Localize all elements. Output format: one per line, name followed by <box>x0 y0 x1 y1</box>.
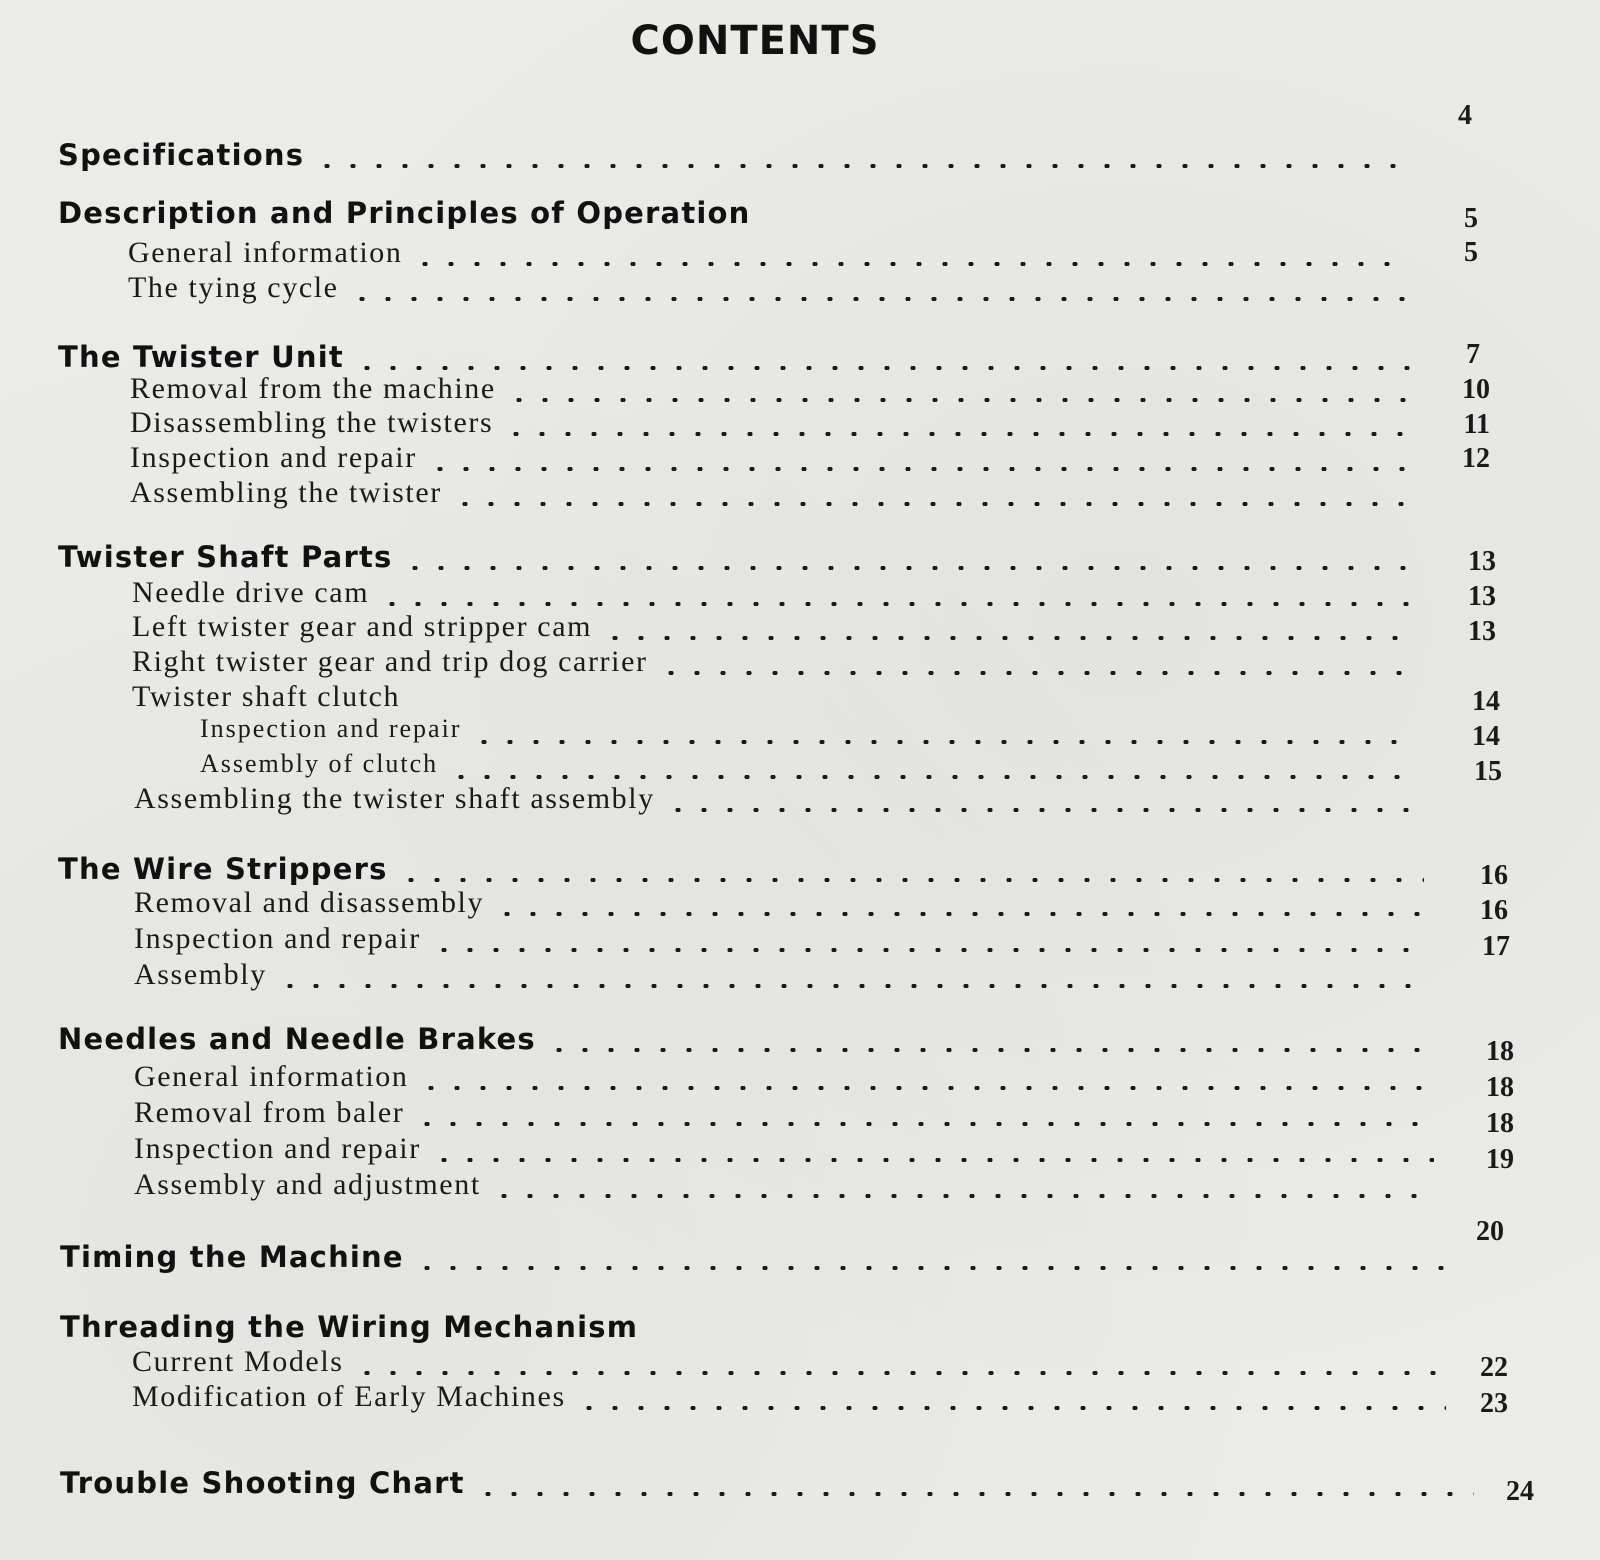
toc-section[interactable] <box>60 1240 1454 1280</box>
dot-leader <box>494 912 1424 916</box>
dot-leader <box>448 775 1416 779</box>
toc-section[interactable] <box>58 196 758 236</box>
page-number: 7 <box>1466 339 1480 370</box>
dot-leader <box>546 1048 1434 1052</box>
section-title: The Wire Strippers <box>58 852 388 886</box>
item-label: Removal and disassembly <box>134 886 485 919</box>
toc-item[interactable] <box>134 886 1430 926</box>
page-number: 18 <box>1486 1072 1514 1103</box>
dot-leader <box>602 636 1414 640</box>
dot-leader <box>414 1122 1434 1126</box>
dot-leader <box>354 366 1412 370</box>
page-title: CONTENTS <box>630 18 880 64</box>
item-label: Assembling the twister shaft assembly <box>134 782 655 815</box>
dot-leader <box>402 566 1412 570</box>
dot-leader <box>431 948 1426 952</box>
toc-item[interactable] <box>130 476 1418 516</box>
dot-leader <box>314 164 1404 168</box>
toc-item[interactable] <box>132 645 1420 685</box>
page-number: 20 <box>1476 1216 1504 1247</box>
dot-leader <box>452 502 1412 506</box>
dot-leader <box>491 1194 1434 1198</box>
item-label: Inspection and repair <box>134 922 421 955</box>
item-label: Inspection and repair <box>130 441 417 474</box>
section-title: Specifications <box>58 138 305 172</box>
toc-item[interactable] <box>130 441 1418 481</box>
page-number: 17 <box>1482 931 1510 962</box>
item-label: Twister shaft clutch <box>132 680 401 713</box>
dot-leader <box>427 467 1412 471</box>
item-label: Left twister gear and stripper cam <box>132 610 593 643</box>
toc-item[interactable] <box>134 1096 1440 1136</box>
toc-item[interactable] <box>134 958 1432 998</box>
dot-leader <box>503 432 1412 436</box>
item-label: General information <box>128 236 403 269</box>
dot-leader <box>277 984 1426 988</box>
page-number: 18 <box>1486 1036 1514 1067</box>
section-title: Trouble Shooting Chart <box>60 1466 465 1500</box>
section-title: Needles and Needle Brakes <box>58 1022 536 1056</box>
page-number: 13 <box>1468 581 1496 612</box>
item-label: The tying cycle <box>128 271 339 304</box>
page-number: 23 <box>1480 1388 1508 1419</box>
page-number: 10 <box>1462 374 1490 405</box>
dot-leader <box>471 740 1416 744</box>
dot-leader <box>412 262 1406 266</box>
toc-item[interactable] <box>128 236 1412 276</box>
item-label: Modification of Early Machines <box>132 1380 566 1413</box>
toc-section[interactable] <box>58 138 1410 178</box>
dot-leader <box>431 1158 1434 1162</box>
toc-item[interactable] <box>134 1168 1440 1208</box>
page-number: 22 <box>1480 1352 1508 1383</box>
toc-item[interactable] <box>128 271 1412 311</box>
toc-item[interactable] <box>134 782 1424 822</box>
dot-leader <box>414 1266 1448 1270</box>
item-label: Disassembling the twisters <box>130 406 494 439</box>
dot-leader <box>658 671 1414 675</box>
page-number: 13 <box>1468 616 1496 647</box>
dot-leader <box>418 1086 1434 1090</box>
section-title: The Twister Unit <box>58 340 344 374</box>
toc-item[interactable] <box>132 1345 1452 1385</box>
toc-section[interactable] <box>60 1466 1480 1506</box>
page-number: 18 <box>1486 1108 1514 1139</box>
page-number: 13 <box>1468 546 1496 577</box>
section-title: Description and Principles of Operation <box>58 196 751 230</box>
dot-leader <box>379 602 1414 606</box>
dot-leader <box>576 1406 1446 1410</box>
page-number: 19 <box>1486 1144 1514 1175</box>
page-number: 11 <box>1463 409 1490 440</box>
toc-section[interactable] <box>58 1022 1440 1062</box>
page-number: 14 <box>1472 721 1500 752</box>
item-label: Inspection and repair <box>134 1132 421 1165</box>
page-number: 4 <box>1458 100 1472 131</box>
dot-leader <box>506 398 1412 402</box>
item-label: Current Models <box>132 1345 344 1378</box>
page-number: 5 <box>1464 203 1478 234</box>
item-label: Removal from the machine <box>130 372 496 405</box>
item-label: Assembly <box>134 958 267 991</box>
page-number: 12 <box>1462 443 1490 474</box>
item-label: Inspection and repair <box>200 714 462 743</box>
section-title: Timing the Machine <box>60 1240 404 1274</box>
toc-section[interactable] <box>58 540 1418 580</box>
toc-item[interactable] <box>134 1060 1440 1100</box>
page-number: 14 <box>1472 686 1500 717</box>
item-label: Assembly of clutch <box>200 749 439 778</box>
item-label: Assembly and adjustment <box>134 1168 481 1201</box>
toc-section[interactable] <box>60 1310 680 1350</box>
page-number: 16 <box>1480 860 1508 891</box>
toc-item[interactable] <box>134 922 1432 962</box>
page-number: 24 <box>1506 1476 1534 1507</box>
item-label: Removal from baler <box>134 1096 405 1129</box>
item-label: Right twister gear and trip dog carrier <box>132 645 648 678</box>
dot-leader <box>475 1492 1474 1496</box>
toc-item[interactable] <box>132 1380 1452 1420</box>
item-label: General information <box>134 1060 409 1093</box>
dot-leader <box>354 1371 1446 1375</box>
toc-item[interactable] <box>134 1132 1440 1172</box>
section-title: Twister Shaft Parts <box>58 540 393 574</box>
item-label: Needle drive cam <box>132 576 370 609</box>
page-number: 5 <box>1464 237 1478 268</box>
section-title: Threading the Wiring Mechanism <box>60 1310 639 1344</box>
toc-item[interactable] <box>132 610 1420 650</box>
page-number: 16 <box>1480 895 1508 926</box>
dot-leader <box>398 878 1424 882</box>
dot-leader <box>665 808 1418 812</box>
item-label: Assembling the twister <box>130 476 442 509</box>
page-number: 15 <box>1474 756 1502 787</box>
toc-subitem[interactable] <box>200 714 1422 754</box>
toc-item[interactable] <box>130 406 1418 446</box>
dot-leader <box>349 297 1406 301</box>
